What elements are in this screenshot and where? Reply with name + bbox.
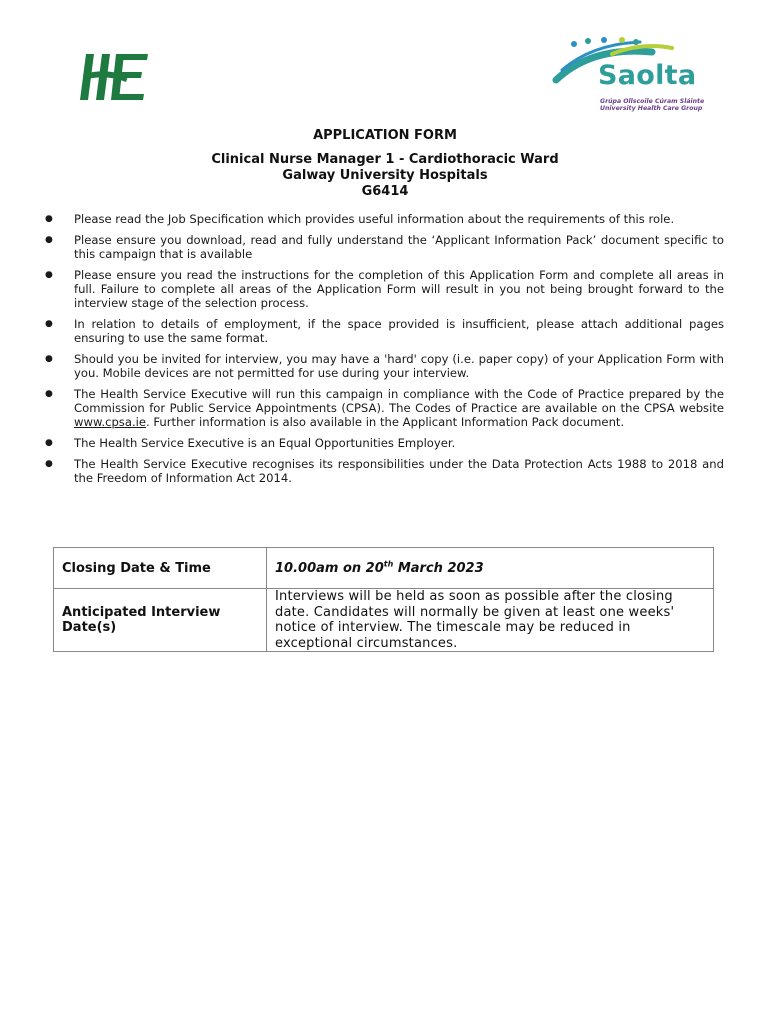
bullet-icon: ● bbox=[45, 389, 53, 399]
list-item: ● The Health Service Executive recognises its responsibilities under the Data Protection Acts 1988 to 2018 and the Freedom of Information Act 2014. bbox=[45, 457, 724, 485]
interview-date-value: Interviews will be held as soon as possible after the closing date. Candidates will normally be given at least one weeks' notice of interview. The timescale may be reduced in exceptional circumstances. bbox=[267, 589, 714, 652]
bullet-icon: ● bbox=[45, 319, 53, 329]
list-item: ● Please ensure you read the instructions for the completion of this Application Form and complete all areas in full. Failure to complete all areas of the Application Form will result in you not being brought forward to the interview stage of the selection process. bbox=[45, 268, 724, 310]
bullet-icon: ● bbox=[45, 270, 53, 280]
bullet-icon: ● bbox=[45, 235, 53, 245]
list-item: ● Should you be invited for interview, you may have a 'hard' copy (i.e. paper copy) of your Application Form with you. Mobile devices are not permitted for use during your interview. bbox=[45, 352, 724, 380]
saolta-wordmark: Saolta bbox=[598, 60, 697, 91]
dates-table bbox=[53, 547, 714, 652]
interview-date-label: Anticipated Interview Date(s) bbox=[54, 589, 267, 652]
hse-logo bbox=[76, 50, 152, 104]
list-item: ● Please read the Job Specification which provides useful information about the requirements of this role. bbox=[45, 212, 675, 226]
saolta-subtitle-irish: Grúpa Ollscoile Cúram Sláinte bbox=[600, 98, 705, 105]
list-item: ● In relation to details of employment, if the space provided is insufficient, please attach additional pages ensuring to use the same format. bbox=[45, 317, 724, 345]
bullet-icon: ● bbox=[45, 214, 53, 224]
hospital-name: Galway University Hospitals bbox=[282, 168, 488, 183]
form-title: APPLICATION FORM bbox=[313, 128, 457, 143]
bullet-icon: ● bbox=[45, 438, 53, 448]
campaign-code: G6414 bbox=[361, 184, 409, 199]
list-item: ● The Health Service Executive is an Equal Opportunities Employer. bbox=[45, 436, 456, 450]
list-item: ● The Health Service Executive will run this campaign in compliance with the Code of Practice prepared by the Commission for Public Service Appointments (CPSA). The Codes of Practice are available on the CPSA website www.cpsa.ie. Further information is also available in the Applicant Information Pack document. bbox=[45, 387, 724, 429]
instructions-list bbox=[44, 212, 724, 492]
bullet-icon: ● bbox=[45, 354, 53, 364]
bullet-icon: ● bbox=[45, 459, 53, 469]
table-row bbox=[54, 548, 714, 589]
table-row bbox=[54, 589, 714, 652]
job-title: Clinical Nurse Manager 1 - Cardiothoracic Ward bbox=[211, 152, 559, 167]
cpsa-website-link[interactable]: www.cpsa.ie bbox=[74, 415, 146, 429]
saolta-subtitle-english: University Health Care Group bbox=[600, 105, 703, 112]
closing-date-value: 10.00am on 20th March 2023 bbox=[267, 548, 714, 589]
closing-date-label: Closing Date & Time bbox=[54, 548, 267, 589]
list-item: ● Please ensure you download, read and fully understand the ‘Applicant Information Pack’ document specific to this campaign that is available bbox=[45, 233, 724, 261]
